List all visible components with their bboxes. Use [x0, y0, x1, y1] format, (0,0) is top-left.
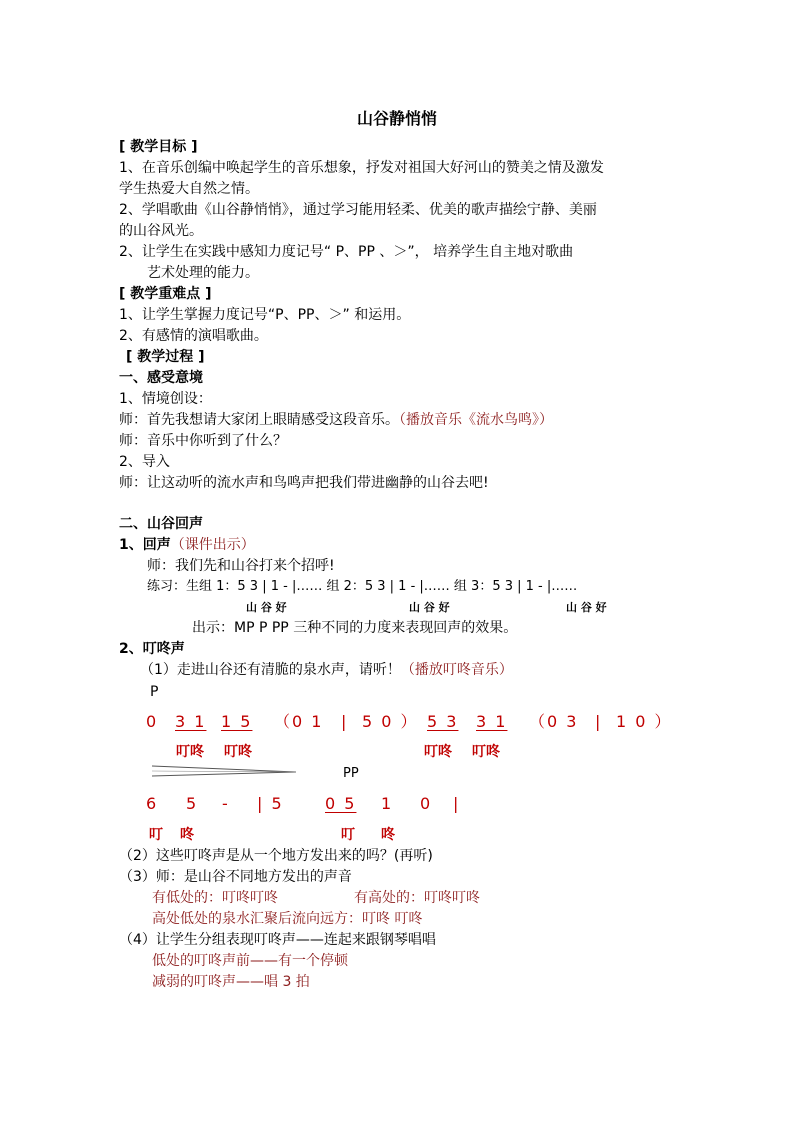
section-goal-heading: [ 教学目标 ]: [119, 139, 198, 155]
goal-2-line-a: 2、学唱歌曲《山谷静悄悄》，通过学习能用轻柔、优美的歌声描绘宁静、美丽: [119, 202, 597, 218]
note: 1 5: [221, 712, 253, 731]
part-1-line-1: 1、情境创设：: [119, 391, 212, 407]
gather-line: 高处低处的泉水汇聚后流向远方：叮咚 叮咚: [152, 911, 423, 927]
echo-heading: [119, 535, 255, 555]
note: 0 5: [325, 794, 357, 813]
part-2-title: 二、山谷回声: [119, 516, 203, 532]
note: 1 0 ）: [616, 712, 673, 731]
note: 1: [381, 794, 394, 813]
high-place-line: 有高处的：叮咚叮咚: [354, 890, 480, 906]
lyric-dingdong: 叮咚: [424, 744, 452, 760]
lyric-ding: 叮: [149, 827, 163, 843]
echo-line-1: 师：我们先和山谷打来个招呼!: [147, 558, 335, 574]
lyric-ding: 叮: [341, 827, 355, 843]
key-point-1: 1、让学生掌握力度记号“P、PP、＞” 和运用。: [119, 307, 411, 323]
echo-lyric-3: 山 谷 好: [566, 601, 607, 614]
dynamic-pp-mark: PP: [343, 766, 359, 781]
goal-3-line-b: 艺术处理的能力。: [147, 265, 259, 281]
part-1-line-3: 师：音乐中你听到了什么？: [119, 433, 287, 449]
goal-1-line-a: 1、在音乐创编中唤起学生的音乐想象，抒发对祖国大好河山的赞美之情及激发: [119, 160, 604, 176]
echo-lyric-2: 山 谷 好: [409, 601, 450, 614]
weak-line: 减弱的叮咚声——唱 3 拍: [152, 974, 310, 990]
teacher-instruction: 师：首先我想请大家闭上眼睛感受这段音乐。: [119, 412, 399, 428]
lyric-dingdong: 叮咚: [472, 744, 500, 760]
dynamic-p-mark: P: [150, 684, 159, 700]
note: 3 1: [175, 712, 207, 731]
ding-play-note: （播放叮咚音乐）: [400, 662, 513, 678]
lyric-dingdong: 叮咚: [224, 744, 252, 760]
note: （0 3: [529, 712, 579, 731]
note: 0: [420, 794, 433, 813]
question-4: （4）让学生分组表现叮咚声——连起来跟钢琴唱唱: [119, 932, 436, 948]
echo-line-3: 出示：MP P PP 三种不同的力度来表现回声的效果。: [192, 620, 518, 636]
note: （0 1: [274, 712, 324, 731]
note: 5 3: [427, 712, 459, 731]
low-place-line: 有低处的：叮咚叮咚: [152, 890, 278, 906]
note: 6: [146, 794, 159, 813]
dash: -: [222, 794, 230, 813]
note: 5: [186, 794, 199, 813]
part-1-line-4: 2、导入: [119, 454, 170, 470]
lyric-dong: 咚: [381, 827, 395, 843]
part-1-title: 一、感受意境: [119, 370, 203, 386]
part-1-line-2: [119, 410, 553, 430]
note: 0: [146, 712, 159, 731]
section-key-heading: [ 教学重难点 ]: [119, 286, 212, 302]
barline: |: [595, 712, 603, 731]
lyric-dong: 咚: [180, 827, 194, 843]
play-music-note: （播放音乐《流水鸟鸣》）: [399, 412, 553, 428]
barline: |: [453, 794, 461, 813]
lyric-dingdong: 叮咚: [176, 744, 204, 760]
barline: |: [341, 712, 349, 731]
echo-practice-line: 练习：生组 1：5 3 | 1 - |…… 组 2：5 3 | 1 - |…… 组 3：5 3 | 1 - |……: [147, 579, 578, 594]
page-title: 山谷静悄悄: [356, 109, 437, 128]
ding-title: 2、叮咚声: [119, 641, 185, 657]
goal-2-line-b: 的山谷风光。: [119, 223, 203, 239]
echo-title: 1、回声: [119, 537, 171, 553]
echo-hint: （课件出示）: [170, 537, 255, 553]
echo-lyric-1: 山 谷 好: [246, 601, 287, 614]
goal-1-line-b: 学生热爱大自然之情。: [119, 181, 259, 197]
note: | 5: [257, 794, 284, 813]
key-point-2: 2、有感情的演唱歌曲。: [119, 328, 268, 344]
ding-line-1: [140, 660, 513, 680]
ding-instruction: （1）走进山谷还有清脆的泉水声，请听！: [140, 662, 401, 678]
note: [274, 711, 323, 733]
note: 5 0 ）: [362, 712, 419, 731]
goal-3-line-a: 2、让学生在实践中感知力度记号“ P、PP 、＞”， 培养学生自主地对歌曲: [119, 244, 574, 260]
part-1-line-5: 师：让这动听的流水声和鸟鸣声把我们带进幽静的山谷去吧!: [119, 475, 489, 491]
section-process-heading: [ 教学过程 ]: [126, 349, 205, 365]
question-2: （2）这些叮咚声是从一个地方发出来的吗？(再听): [119, 848, 433, 864]
pause-line: 低处的叮咚声前——有一个停顿: [152, 953, 348, 969]
decrescendo-mark: [150, 762, 300, 778]
note: 3 1: [476, 712, 508, 731]
question-3: （3）师：是山谷不同地方发出的声音: [119, 869, 352, 885]
